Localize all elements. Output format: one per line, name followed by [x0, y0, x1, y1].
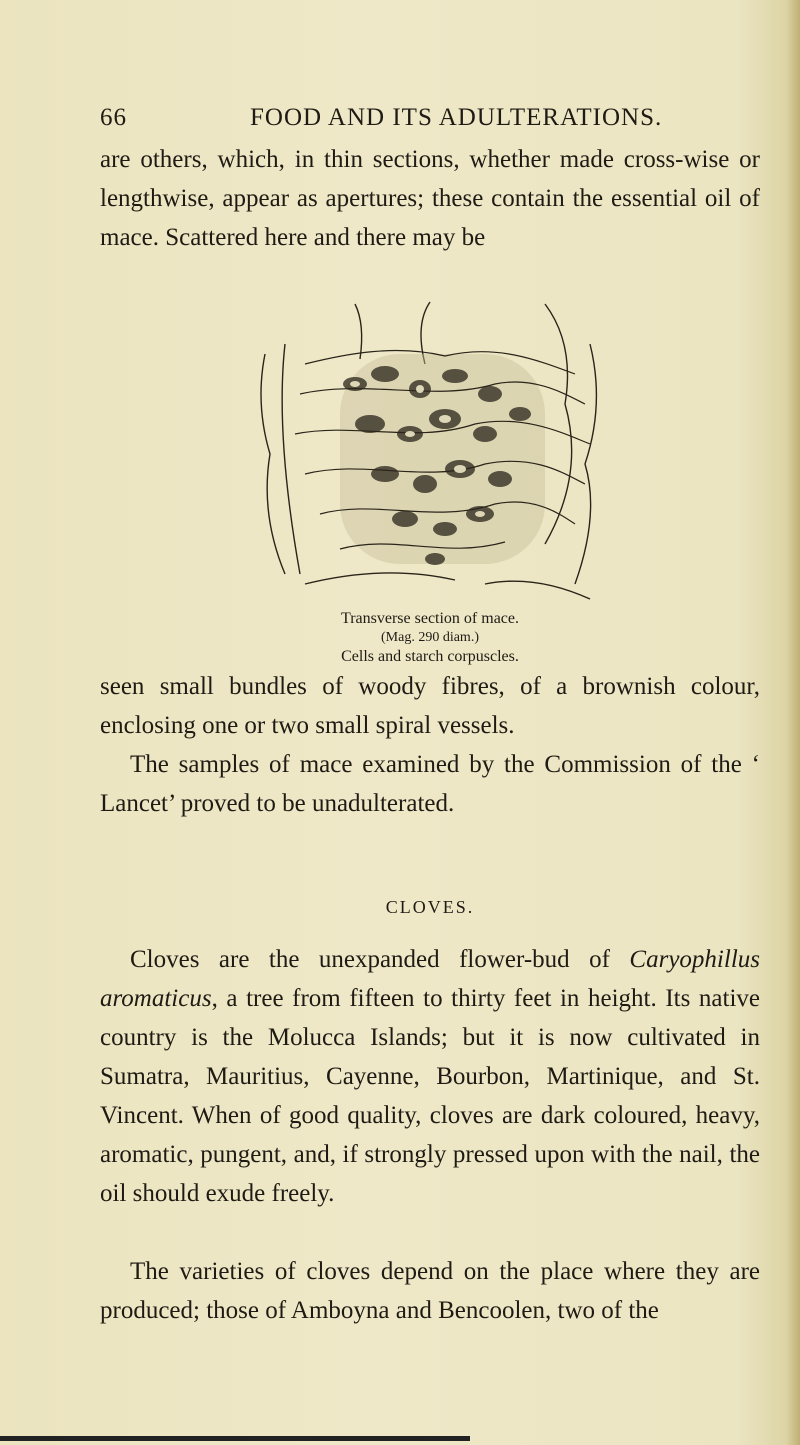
bottom-rule — [0, 1436, 470, 1441]
paragraph-lancet-samples: The samples of mace examined by the Commission of the ‘ Lancet’ proved to be unadulterated. — [100, 751, 760, 817]
botanical-name: Caryophillus aromaticus — [100, 946, 760, 1012]
page-edge-shadow — [786, 0, 800, 1445]
mace-section-illustration — [245, 284, 620, 604]
page-header — [100, 96, 760, 136]
paragraph-woody-fibres: seen small bundles of woody fibres, of a brownish colour, enclosing one or two small spiral vessels. — [100, 673, 760, 739]
page-number: 66 — [100, 104, 127, 131]
cloves-text-intro: Cloves are the unexpanded flower-bud of — [130, 946, 630, 973]
figure-caption-title: Transverse section of mace. — [340, 610, 520, 627]
paragraph-cloves-varieties: The varieties of cloves depend on the place where they are produced; those of Amboyna and Bencoolen, two of the — [100, 1258, 760, 1324]
cloves-text-body: , a tree from fifteen to thirty feet in height. Its native country is the Molucca Islands; but it is now cultivated in Sumatra, Mauritius, Cayenne, Bourbon, Martinique, and St. Vincent. When of good quality, cloves are dark coloured, heavy, aromatic, pungent, and, if strongly pressed upon with the nail, the oil should exude freely. — [100, 985, 760, 1207]
section-heading-cloves: CLOVES. — [385, 897, 475, 917]
paragraph-mace-oil: are others, which, in thin sections, whether made cross-wise or lengthwise, appear as apertures; these contain the essential oil of mace. Scattered here and there may be — [100, 146, 760, 251]
figure-caption-description: Cells and starch corpuscles. — [341, 648, 519, 665]
figure-caption-magnification: (Mag. 290 diam.) — [381, 630, 479, 645]
paragraph-cloves-description — [100, 940, 760, 1213]
running-title: FOOD AND ITS ADULTERATIONS. — [250, 104, 663, 131]
